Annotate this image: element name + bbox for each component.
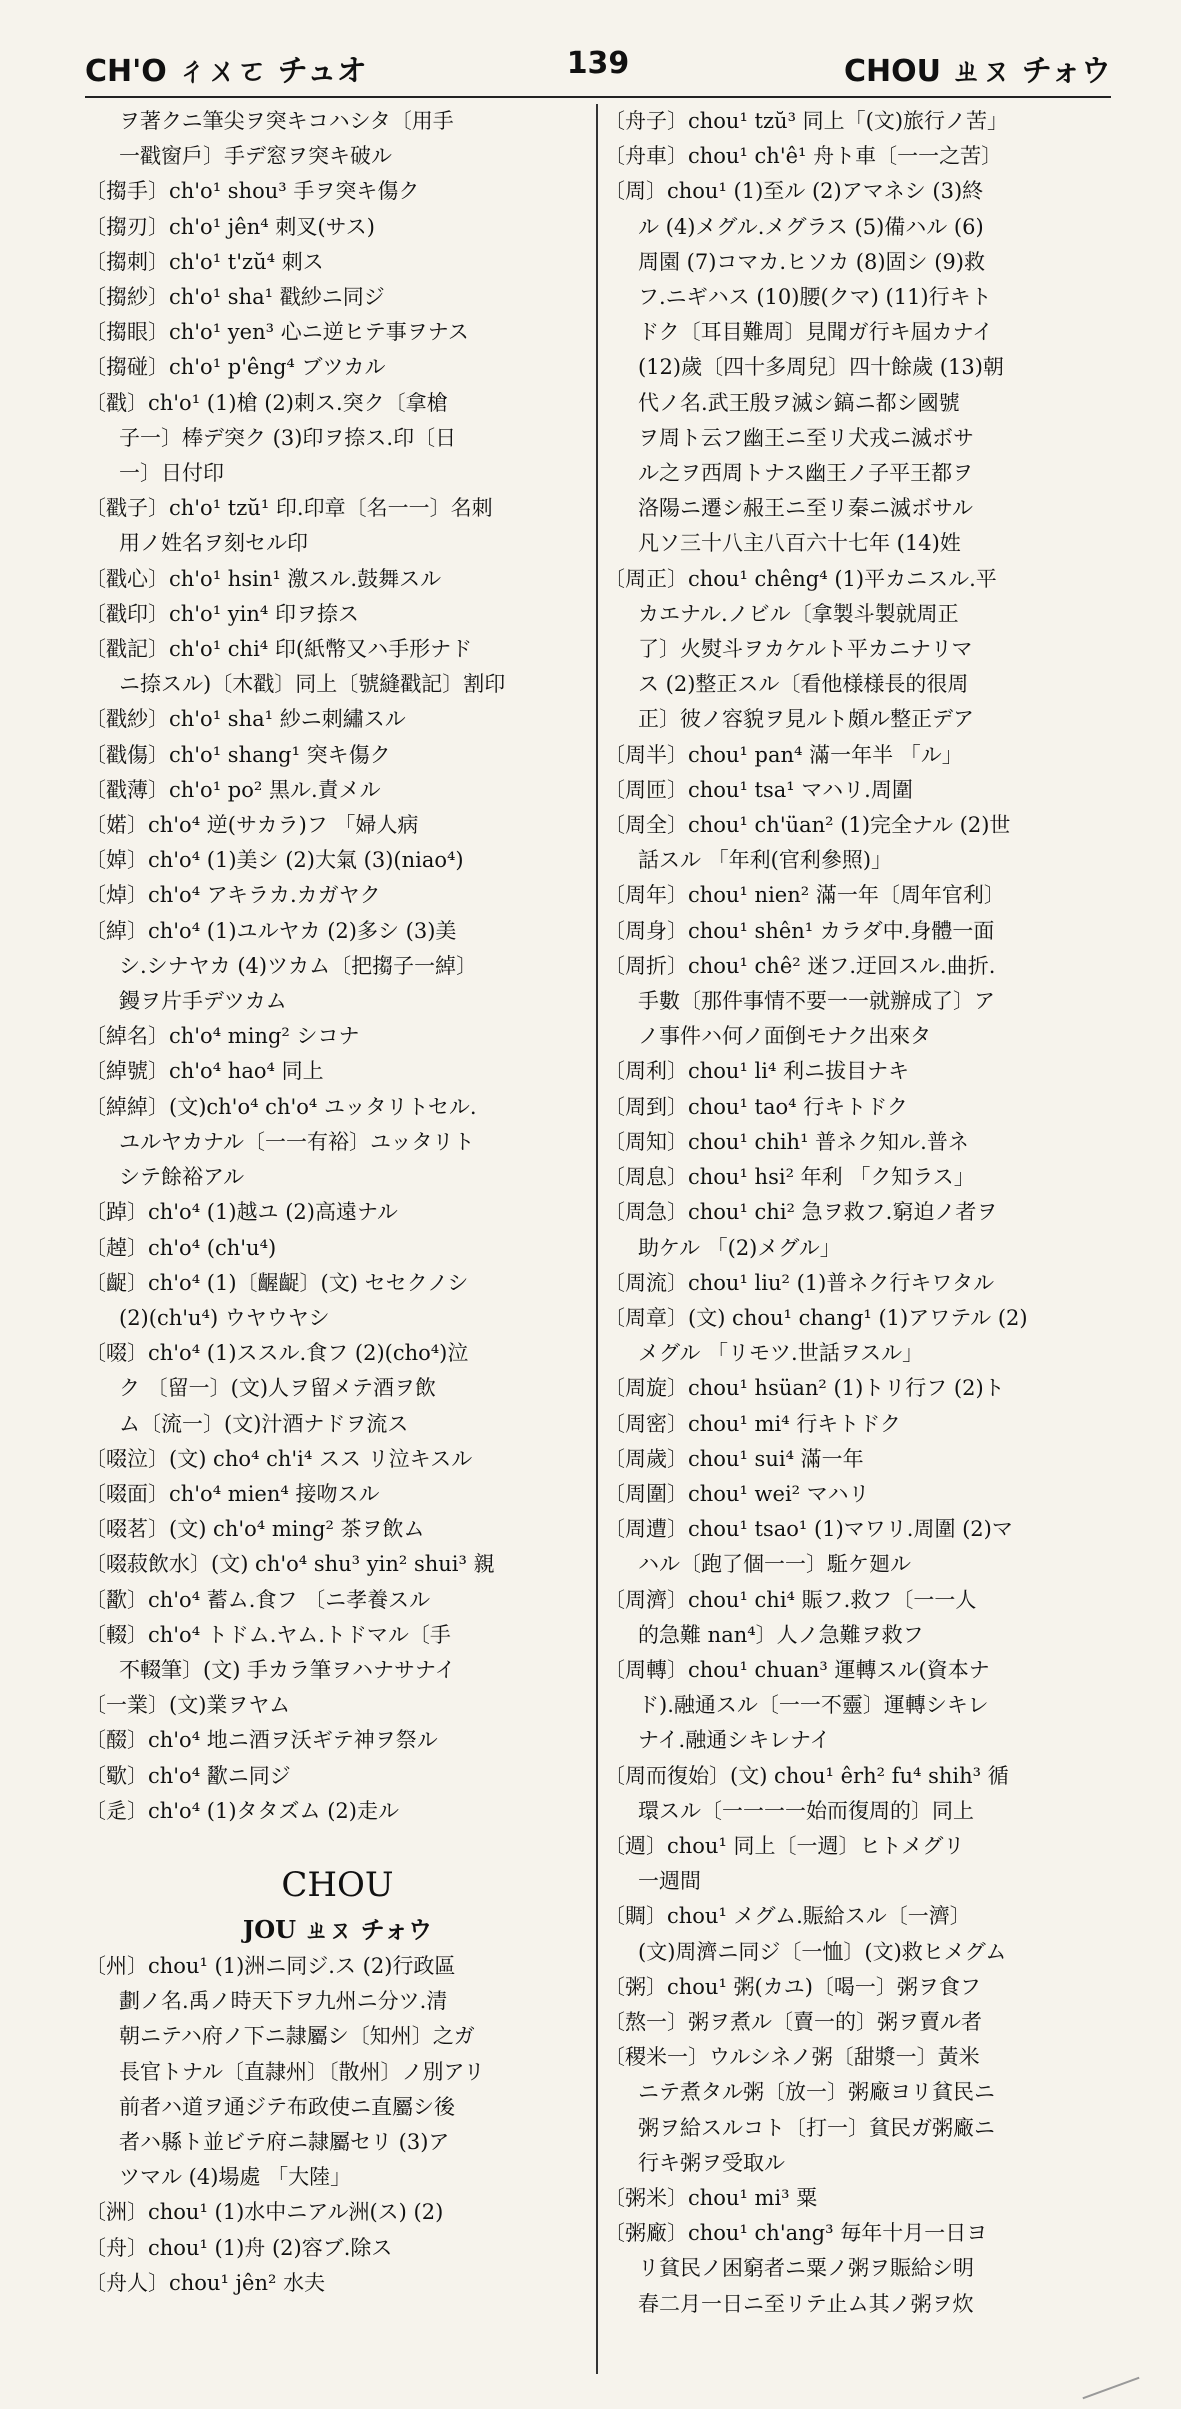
entry-line: 劃ノ名.禹ノ時天下ヲ九州ニ分ツ.清 xyxy=(119,1989,448,2014)
entry-line: 一〕日付印 xyxy=(119,461,224,486)
entry-line: メグル 「リモツ.世話ヲスル」 xyxy=(638,1341,924,1366)
entry-line: 〔周身〕chou¹ shên¹ カラダ中.身體一面 xyxy=(604,918,995,943)
entry-line: 正〕彼ノ容貌ヲ見ルト頗ル整正デア xyxy=(638,707,974,732)
header-left-heading: CH'O ㄔㄨㄛ チュオ xyxy=(85,54,367,89)
entry-line: ル (4)メグル.メグラス (5)備ハル (6) xyxy=(638,214,984,239)
entry-line: 〔周急〕chou¹ chi² 急ヲ救フ.窮迫ノ者ヲ xyxy=(604,1200,998,1225)
entry-line: 粥ヲ給スルコト〔打一〕貧民ガ粥廠ニ xyxy=(638,2115,995,2140)
entry-line: シテ餘裕アル xyxy=(119,1165,245,1190)
entry-line: 〔歜〕ch'o⁴ 歠ニ同ジ xyxy=(85,1763,291,1788)
entry-line: 〔周〕chou¹ (1)至ル (2)アマネシ (3)終 xyxy=(604,179,984,204)
entry-line: 〔周歲〕chou¹ sui⁴ 滿一年 xyxy=(604,1446,864,1471)
entry-line: ユルヤカナル〔一一有裕〕ユッタリト xyxy=(119,1129,475,1154)
entry-line: 〔周利〕chou¹ li⁴ 利ニ拔目ナキ xyxy=(604,1059,910,1084)
entry-line: 〔粥廠〕chou¹ ch'ang³ 毎年十月一日ヨ xyxy=(604,2221,988,2246)
entry-line: 〔婼〕ch'o⁴ 逆(サカラ)フ 「婦人病 xyxy=(85,813,419,838)
header-right-heading: CHOU ㄓㄡ チォウ xyxy=(844,54,1111,89)
entry-line: 〔周遭〕chou¹ tsao¹ (1)マワリ.周圍 (2)マ xyxy=(604,1517,1013,1542)
entry-line: 〔粥米〕chou¹ mi³ 粟 xyxy=(604,2185,818,2210)
entry-line: 〔粥〕chou¹ 粥(カユ)〔喝一〕粥ヲ食フ xyxy=(604,1974,981,1999)
entry-line: ヲ著クニ筆尖ヲ突キコハシタ〔用手 xyxy=(119,109,454,133)
right-entries xyxy=(604,104,1109,2322)
entry-line: 〔周半〕chou¹ pan⁴ 滿一年半 「ル」 xyxy=(604,742,963,767)
entry-line: ドク〔耳目難周〕見聞ガ行キ屆カナイ xyxy=(638,320,994,345)
entry-line: 〔戳記〕ch'o¹ chi⁴ 印(紙幣又ハ手形ナド xyxy=(85,637,473,662)
page-header xyxy=(85,40,1111,100)
entry-line: 〔周息〕chou¹ hsi² 年利 「ク知ラス」 xyxy=(604,1165,975,1190)
entry-line: 〔周圍〕chou¹ wei² マハリ xyxy=(604,1481,870,1506)
left-entries xyxy=(85,104,590,1829)
entry-line: 一週間 xyxy=(638,1869,701,1894)
entry-line: 〔周年〕chou¹ nien² 滿一年〔周年官利〕 xyxy=(604,883,1005,908)
entry-line: 〔搊手〕ch'o¹ shou³ 手ヲ突キ傷ク xyxy=(85,179,420,204)
entry-line: 不輟筆〕(文) 手カラ筆ヲハナサナイ xyxy=(119,1657,456,1682)
entry-line: 長官トナル〔直隷州〕〔散州〕ノ別アリ xyxy=(119,2059,485,2084)
entry-line: 〔周章〕(文) chou¹ chang¹ (1)アワテル (2) xyxy=(604,1305,1028,1330)
entry-line: 〔戳薄〕ch'o¹ po² 黒ル.責メル xyxy=(85,777,381,802)
entry-line: 〔周匝〕chou¹ tsa¹ マハリ.周圍 xyxy=(604,777,913,802)
entry-line: 〔搊眼〕ch'o¹ yen³ 心ニ逆ヒテ事ヲナス xyxy=(85,320,469,345)
entry-line: 〔啜泣〕(文) cho⁴ ch'i⁴ スス リ泣キスル xyxy=(85,1446,473,1471)
entry-line: リ貧民ノ困窮者ニ粟ノ粥ヲ賑給シ明 xyxy=(638,2256,974,2281)
entry-line: ル之ヲ西周トナス幽王ノ子平王都ヲ xyxy=(638,461,974,486)
entry-line: 〔周轉〕chou¹ chuan³ 運轉スル(資本ナ xyxy=(604,1657,990,1682)
entry-line: 〔綽名〕ch'o⁴ ming² シコナ xyxy=(85,1024,360,1049)
entry-line: 〔綽〕ch'o⁴ (1)ユルヤカ (2)多シ (3)美 xyxy=(85,918,457,943)
entry-line: 〔綽號〕ch'o⁴ hao⁴ 同上 xyxy=(85,1059,324,1084)
entry-line: 〔州〕chou¹ (1)洲ニ同ジ.ス (2)行政區 xyxy=(85,1953,456,1978)
entry-line: 〔洲〕chou¹ (1)水中ニアル洲(ス) (2) xyxy=(85,2200,444,2225)
entry-line: 〔趠〕ch'o⁴ (ch'u⁴) xyxy=(85,1235,277,1260)
entry-line: 了〕火熨斗ヲカケルト平カニナリマ xyxy=(638,637,973,662)
entry-line: 〔周濟〕chou¹ chi⁴ 賑フ.救フ〔一一人 xyxy=(604,1587,977,1612)
entry-line: 的急難 nan⁴〕人ノ急難ヲ救フ xyxy=(638,1622,924,1647)
entry-line: 〔周全〕chou¹ ch'üan² (1)完全ナル (2)世 xyxy=(604,813,1011,838)
entry-line: 〔搊紗〕ch'o¹ sha¹ 戳紗ニ同ジ xyxy=(85,285,385,310)
entry-line: (文)周濟ニ同ジ〔一恤〕(文)救ヒメグム xyxy=(638,1939,1007,1964)
entry-line: ハル〔跑了個一一〕駈ケ廻ル xyxy=(638,1552,911,1577)
entry-line: 〔稷米一〕ウルシネノ粥〔甜漿一〕黃米 xyxy=(604,2045,980,2070)
entry-line: 環スル〔一一一一始而復周的〕同上 xyxy=(638,1798,974,1823)
entry-line: ヲ周ト云フ幽王ニ至リ犬戎ニ滅ボサ xyxy=(638,425,974,450)
entry-line: 子一〕棒デ突ク (3)印ヲ捺ス.印〔日 xyxy=(119,425,457,450)
entry-line: 〔周折〕chou¹ chê² 迷フ.迂回スル.曲折. xyxy=(604,953,996,978)
entry-line: 前者ハ道ヲ通ジテ布政使ニ直屬シ後 xyxy=(119,2094,455,2119)
entry-line: 〔踔〕ch'o⁴ (1)越ユ (2)高遠ナル xyxy=(85,1200,398,1225)
entry-line: 洛陽ニ遷シ赧王ニ至リ秦ニ滅ボサル xyxy=(638,496,973,521)
entry-line: 〔啜面〕ch'o⁴ mien⁴ 接吻スル xyxy=(85,1481,380,1506)
entry-line: 手數〔那件事情不要一一就辦成了〕ア xyxy=(638,989,995,1014)
page-corner-mark xyxy=(1082,2377,1139,2399)
entry-line: ド).融通スル〔一一不靈〕運轉シキレ xyxy=(638,1693,989,1718)
entry-line: 〔婥〕ch'o⁴ (1)美シ (2)大氣 (3)(niao⁴) xyxy=(85,848,464,873)
entry-line: 鏝ヲ片手デツカム xyxy=(119,989,287,1014)
entry-line: 〔一業〕(文)業ヲヤム xyxy=(85,1693,291,1718)
entry-line: 〔舟人〕chou¹ jên² 水夫 xyxy=(85,2270,326,2295)
entry-line: 〔輟〕ch'o⁴ トドム.ヤム.トドマル〔手 xyxy=(85,1622,451,1647)
entry-line: 〔週〕chou¹ 同上〔一週〕ヒトメグリ xyxy=(604,1833,965,1858)
entry-line: フ.ニギハス (10)腰(クマ) (11)行キト xyxy=(638,285,992,310)
entry-line: 〔啜茗〕(文) ch'o⁴ ming² 茶ヲ飲ム xyxy=(85,1517,425,1542)
entry-line: 話スル 「年利(官利參照)」 xyxy=(638,848,893,873)
entry-line: 春二月一日ニ至リテ止ム其ノ粥ヲ炊 xyxy=(638,2291,974,2316)
entry-line: (12)歲〔四十多周兒〕四十餘歲 (13)朝 xyxy=(638,355,1004,380)
entry-line: 〔舟〕chou¹ (1)舟 (2)容ブ.除ス xyxy=(85,2235,393,2260)
entry-line: 周園 (7)コマカ.ヒソカ (8)固シ (9)救 xyxy=(638,249,985,274)
entry-line: ナイ.融通シキレナイ xyxy=(638,1728,831,1753)
entry-line: 〔舟子〕chou¹ tzŭ³ 同上「(文)旅行ノ苦」 xyxy=(604,109,1009,133)
entry-line: 〔戳紗〕ch'o¹ sha¹ 紗ニ刺繡スル xyxy=(85,707,406,732)
entry-line: ノ事件ハ何ノ面倒モナク出來タ xyxy=(638,1024,932,1049)
section-subtitle: JOU ㄓㄡ チォウ xyxy=(242,1914,433,1944)
entry-line: 助ケル 「(2)メグル」 xyxy=(638,1235,841,1260)
section-title: CHOU xyxy=(281,1864,394,1905)
entry-line: 〔搊碰〕ch'o¹ p'êng⁴ ブツカル xyxy=(85,355,386,380)
entry-line: 〔周而復始〕(文) chou¹ êrh² fu⁴ shih³ 循 xyxy=(604,1763,1009,1788)
left-entries-after xyxy=(85,1949,590,2301)
entry-line: ム〔流一〕(文)汁酒ナドヲ流ス xyxy=(119,1411,409,1436)
entry-line: ツマル (4)場處 「大陸」 xyxy=(119,2165,352,2190)
column-divider xyxy=(596,104,598,2374)
entry-line: 〔戳印〕ch'o¹ yin⁴ 印ヲ捺ス xyxy=(85,601,359,626)
entry-line: 凡ソ三十八主八百六十七年 (14)姓 xyxy=(638,531,961,556)
entry-line: 者ハ縣ト並ビテ府ニ隷屬セリ (3)ア xyxy=(119,2129,450,2154)
entry-line: 〔醊〕ch'o⁴ 地ニ酒ヲ沃ギテ神ヲ祭ル xyxy=(85,1728,438,1753)
entry-line: シ.シナヤカ (4)ツカム〔把搊子一綽〕 xyxy=(119,953,478,978)
entry-line: 用ノ姓名ヲ刻セル印 xyxy=(119,531,308,556)
entry-line: 〔啜菽飲水〕(文) ch'o⁴ shu³ yin² shui³ 親 xyxy=(85,1552,495,1577)
entry-line: 〔舟車〕chou¹ ch'ê¹ 舟ト車〔一一之苦〕 xyxy=(604,144,1003,169)
entry-line: 〔熬一〕粥ヲ煮ル〔賣一的〕粥ヲ賣ル者 xyxy=(604,2009,982,2034)
entry-line: ク 〔留一〕(文)人ヲ留メテ酒ヲ飲 xyxy=(119,1376,437,1401)
entry-line: 〔歠〕ch'o⁴ 蓄ム.食フ 〔ニ孝養スル xyxy=(85,1587,431,1612)
entry-line: 〔周到〕chou¹ tao⁴ 行キトドク xyxy=(604,1094,908,1119)
entry-line: 〔周密〕chou¹ mi⁴ 行キトドク xyxy=(604,1411,901,1436)
right-column xyxy=(604,104,1109,2374)
entry-line: 〔綽綽〕(文)ch'o⁴ ch'o⁴ ユッタリトセル. xyxy=(85,1094,477,1119)
entry-line: 〔戳傷〕ch'o¹ shang¹ 突キ傷ク xyxy=(85,742,391,767)
entry-line: 〔周正〕chou¹ chêng⁴ (1)平カニスル.平 xyxy=(604,566,997,591)
entry-line: 〔搊刃〕ch'o¹ jên⁴ 刺叉(サス) xyxy=(85,214,375,239)
entry-line: 〔周知〕chou¹ chih¹ 普ネク知ル.普ネ xyxy=(604,1129,969,1154)
entry-line: 朝ニテハ府ノ下ニ隷屬シ〔知州〕之ガ xyxy=(119,2024,475,2049)
entry-line: 〔戳〕ch'o¹ (1)槍 (2)刺ス.突ク〔拿槍 xyxy=(85,390,448,415)
entry-line: ス (2)整正スル〔看他様様長的很周 xyxy=(638,672,969,697)
entry-line: 代ノ名.武王殷ヲ滅シ鎬ニ都シ國號 xyxy=(638,390,960,415)
entry-line: 〔戳子〕ch'o¹ tzŭ¹ 印.印章〔名一一〕名刺 xyxy=(85,496,493,521)
header-rule xyxy=(85,96,1111,98)
entry-line: 行キ粥ヲ受取ル xyxy=(638,2150,785,2175)
entry-line: カエナル.ノビル〔拿製斗製就周正 xyxy=(638,601,959,626)
entry-line: 一戳窗戶〕手デ窓ヲ突キ破ル xyxy=(119,144,392,169)
entry-line: ニ捺スル)〔木戳〕同上〔號縫戳記〕割印 xyxy=(119,672,506,697)
page-number: 139 xyxy=(566,46,630,81)
entry-line: 〔搊刺〕ch'o¹ t'zŭ⁴ 刺ス xyxy=(85,249,324,274)
entry-line: 〔齪〕ch'o⁴ (1)〔齷齪〕(文) セセクノシ xyxy=(85,1270,469,1295)
entry-line: 〔啜〕ch'o⁴ (1)ススル.食フ (2)(cho⁴)泣 xyxy=(85,1341,469,1366)
left-column xyxy=(85,104,590,2374)
entry-line: 〔周流〕chou¹ liu² (1)普ネク行キワタル xyxy=(604,1270,995,1295)
entry-line: 〔辵〕ch'o⁴ (1)タタズム (2)走ル xyxy=(85,1798,399,1823)
entry-line: (2)(ch'u⁴) ウヤウヤシ xyxy=(119,1305,330,1330)
entry-line: ニテ煮タル粥〔放一〕粥廠ヨリ貧民ニ xyxy=(638,2080,995,2105)
entry-line: 〔周旋〕chou¹ hsüan² (1)トリ行フ (2)ト xyxy=(604,1376,1005,1401)
entry-line: 〔焯〕ch'o⁴ アキラカ.カガヤク xyxy=(85,883,381,908)
entry-line: 〔戳心〕ch'o¹ hsin¹ 激スル.鼓舞スル xyxy=(85,566,442,591)
entry-line: 〔賙〕chou¹ メグム.賑給スル〔一濟〕 xyxy=(604,1904,971,1929)
